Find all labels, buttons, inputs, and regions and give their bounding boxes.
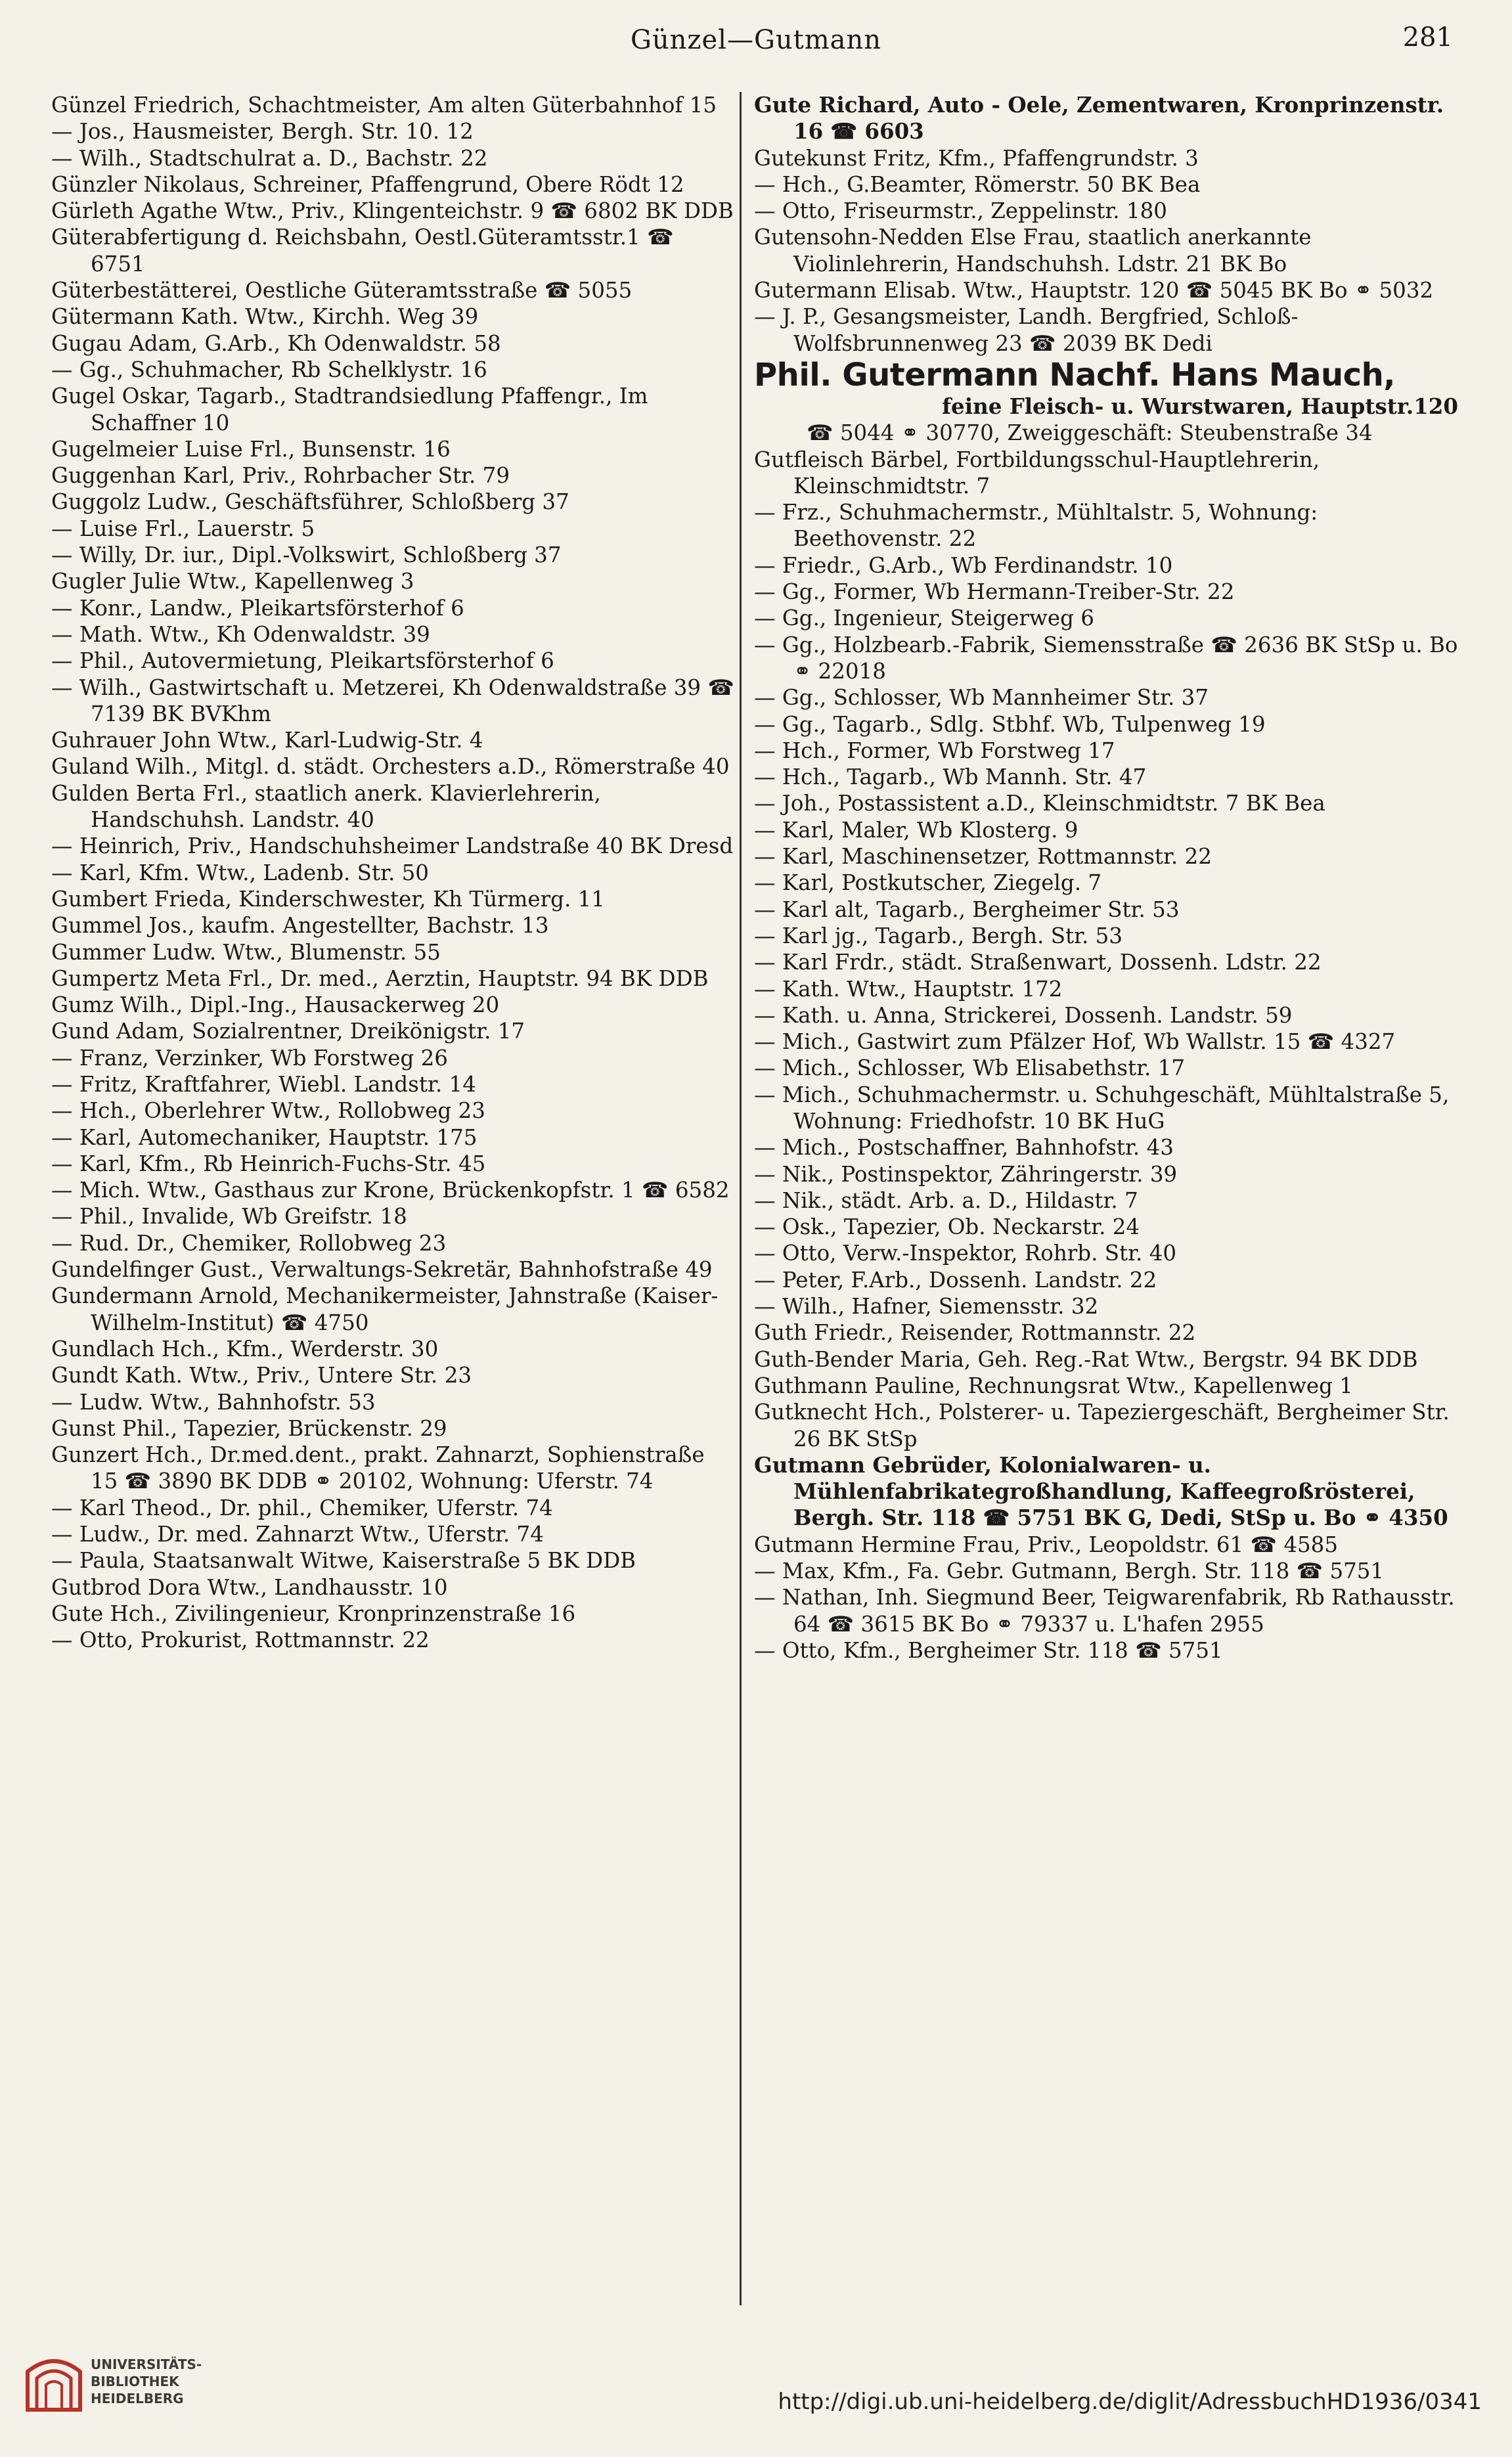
left-column xyxy=(51,92,734,1654)
directory-entry: Gutfleisch Bärbel, Fortbildungsschul-Hauptlehrerin, Kleinschmidtstr. 7 xyxy=(754,447,1320,498)
directory-entry: — Karl, Maler, Wb Klosterg. 9 xyxy=(754,817,1078,843)
directory-entry: Gunst Phil., Tapezier, Brückenstr. 29 xyxy=(51,1415,447,1441)
directory-entry: — Wilh., Gastwirtschaft u. Metzerei, Kh Odenwaldstraße 39 ☎ 7139 BK BVKhm xyxy=(51,675,734,726)
directory-entry: — Hch., Former, Wb Forstweg 17 xyxy=(754,738,1115,763)
directory-entry: — Karl Frdr., städt. Straßenwart, Dossenh. Ldstr. 22 xyxy=(754,950,1322,975)
directory-entry: — Joh., Postassistent a.D., Kleinschmidtstr. 7 BK Bea xyxy=(754,791,1325,816)
directory-entry: — Wilh., Hafner, Siemensstr. 32 xyxy=(754,1294,1099,1319)
right-column-entries-2 xyxy=(754,447,1458,1452)
directory-entry: — Heinrich, Priv., Handschuhsheimer Landstraße 40 BK Dresd xyxy=(51,833,734,859)
directory-entry: — Max, Kfm., Fa. Gebr. Gutmann, Bergh. Str. 118 ☎ 5751 xyxy=(754,1559,1385,1584)
directory-entry: — Franz, Verzinker, Wb Forstweg 26 xyxy=(51,1045,448,1071)
directory-entry: — Friedr., G.Arb., Wb Ferdinandstr. 10 xyxy=(754,552,1173,578)
directory-entry: — Mich. Wtw., Gasthaus zur Krone, Brückenkopfstr. 1 ☎ 6582 xyxy=(51,1178,730,1203)
directory-entry: — Konr., Landw., Pleikartsförsterhof 6 xyxy=(51,595,464,621)
directory-entry: Gundelfinger Gust., Verwaltungs-Sekretär, Bahnhofstraße 49 xyxy=(51,1257,713,1283)
directory-entry: — Gg., Schuhmacher, Rb Schelklystr. 16 xyxy=(51,357,487,382)
directory-entry: — Frz., Schuhmachermstr., Mühltalstr. 5, Wohnung: Beethovenstr. 22 xyxy=(754,500,1318,552)
directory-entry: — Phil., Autovermietung, Pleikartsförsterhof 6 xyxy=(51,648,554,674)
directory-entry: Gundt Kath. Wtw., Priv., Untere Str. 23 xyxy=(51,1363,472,1388)
directory-entry: Günzler Nikolaus, Schreiner, Pfaffengrund, Obere Rödt 12 xyxy=(51,171,684,197)
directory-entry: Guland Wilh., Mitgl. d. städt. Orchesters a.D., Römerstraße 40 xyxy=(51,754,730,780)
directory-entry: — Otto, Kfm., Bergheimer Str. 118 ☎ 5751 xyxy=(754,1637,1223,1663)
directory-entry: — Gg., Tagarb., Sdlg. Stbhf. Wb, Tulpenweg 19 xyxy=(754,711,1266,737)
directory-entry: Gugel Oskar, Tagarb., Stadtrandsiedlung Pfaffengr., Im Schaffner 10 xyxy=(51,384,648,435)
directory-entry: Gundlach Hch., Kfm., Werderstr. 30 xyxy=(51,1336,439,1361)
column-divider xyxy=(740,92,742,2305)
directory-entry: — Gg., Ingenieur, Steigerweg 6 xyxy=(754,606,1094,631)
directory-entry: — Kath. u. Anna, Strickerei, Dossenh. Landstr. 59 xyxy=(754,1002,1293,1028)
directory-entry: — Math. Wtw., Kh Odenwaldstr. 39 xyxy=(51,621,430,647)
directory-entry: — Otto, Prokurist, Rottmannstr. 22 xyxy=(51,1627,430,1653)
directory-entry: Gundermann Arnold, Mechanikermeister, Jahnstraße (Kaiser-Wilhelm-Institut) ☎ 4750 xyxy=(51,1283,719,1335)
directory-entry: Günzel Friedrich, Schachtmeister, Am alten Güterbahnhof 15 xyxy=(51,93,717,118)
logo-line-3: HEIDELBERG xyxy=(91,2391,184,2406)
directory-entry: — Karl, Kfm., Rb Heinrich-Fuchs-Str. 45 xyxy=(51,1151,486,1176)
directory-entry: Gutknecht Hch., Polsterer- u. Tapeziergeschäft, Bergheimer Str. 26 BK StSp xyxy=(754,1400,1450,1451)
directory-entry: — Karl, Kfm. Wtw., Ladenb. Str. 50 xyxy=(51,860,429,885)
directory-entry: Gute Richard, Auto - Oele, Zementwaren, Kronprinzenstr. 16 ☎ 6603 xyxy=(754,92,1444,144)
directory-entry: Gütermann Kath. Wtw., Kirchh. Weg 39 xyxy=(51,304,479,330)
directory-entry: Guggenhan Karl, Priv., Rohrbacher Str. 79 xyxy=(51,463,510,489)
directory-entry: Guhrauer John Wtw., Karl-Ludwig-Str. 4 xyxy=(51,728,483,753)
logo-line-1: UNIVERSITÄTS- xyxy=(91,2357,202,2372)
directory-entry: Gunzert Hch., Dr.med.dent., prakt. Zahnarzt, Sophienstraße 15 ☎ 3890 BK DDB ⚭ 20102, Wohnung: Uferstr. 74 xyxy=(51,1442,705,1494)
directory-entry: Gutermann Elisab. Wtw., Hauptstr. 120 ☎ 5045 BK Bo ⚭ 5032 xyxy=(754,278,1434,303)
directory-entry: — Gg., Holzbearb.-Fabrik, Siemensstraße ☎ 2636 BK StSp u. Bo ⚭ 22018 xyxy=(754,632,1458,684)
directory-entry: Güterbestätterei, Oestliche Güteramtsstraße ☎ 5055 xyxy=(51,278,633,303)
directory-entry: — Karl Theod., Dr. phil., Chemiker, Uferstr. 74 xyxy=(51,1495,553,1520)
directory-entry: — Karl, Automechaniker, Hauptstr. 175 xyxy=(51,1124,478,1150)
source-url[interactable]: http://digi.ub.uni-heidelberg.de/diglit/AdressbuchHD1936/0341 xyxy=(778,2389,1482,2415)
directory-entry: Guth-Bender Maria, Geh. Reg.-Rat Wtw., Bergstr. 94 BK DDB xyxy=(754,1346,1418,1372)
directory-entry: — Peter, F.Arb., Dossenh. Landstr. 22 xyxy=(754,1267,1157,1293)
page-number: 281 xyxy=(1402,22,1453,53)
advert-contact: ☎ 5044 ⚭ 30770, Zweiggeschäft: Steubenstraße 34 xyxy=(807,420,1373,446)
directory-entry: — Wilh., Stadtschulrat a. D., Bachstr. 22 xyxy=(51,145,488,171)
directory-entry: — Nik., städt. Arb. a. D., Hildastr. 7 xyxy=(754,1187,1138,1213)
directory-entry: — Kath. Wtw., Hauptstr. 172 xyxy=(754,976,1063,1002)
directory-entry: — Hch., Tagarb., Wb Mannh. Str. 47 xyxy=(754,764,1147,790)
directory-entry: Guggolz Ludw., Geschäftsführer, Schloßberg 37 xyxy=(51,489,569,515)
directory-entry: — J. P., Gesangsmeister, Landh. Bergfried, Schloß-Wolfsbrunnenweg 23 ☎ 2039 BK Dedi xyxy=(754,304,1299,356)
directory-entry: Gumbert Frieda, Kinderschwester, Kh Türmerg. 11 xyxy=(51,886,605,912)
directory-entry: — Otto, Friseurmstr., Zeppelinstr. 180 xyxy=(754,198,1167,224)
directory-entry: Gutekunst Fritz, Kfm., Pfaffengrundstr. 3 xyxy=(754,145,1199,171)
page-header-title: Günzel—Gutmann xyxy=(630,25,882,55)
directory-entry: Gutbrod Dora Wtw., Landhausstr. 10 xyxy=(51,1574,448,1600)
directory-entry: — Karl jg., Tagarb., Bergh. Str. 53 xyxy=(754,923,1123,948)
directory-entry: Gumz Wilh., Dipl.-Ing., Hausackerweg 20 xyxy=(51,992,500,1018)
directory-entry: — Paula, Staatsanwalt Witwe, Kaiserstraße 5 BK DDB xyxy=(51,1548,636,1574)
directory-entry: Guthmann Pauline, Rechnungsrat Wtw., Kapellenweg 1 xyxy=(754,1373,1353,1398)
directory-entry: Gutensohn-Nedden Else Frau, staatlich anerkannte Violinlehrerin, Handschuhsh. Ldstr. 21 BK Bo xyxy=(754,225,1312,277)
advert-name: Phil. Gutermann Nachf. Hans Mauch, xyxy=(754,356,1395,393)
directory-entry: Guth Friedr., Reisender, Rottmannstr. 22 xyxy=(754,1320,1196,1346)
directory-entry: Gund Adam, Sozialrentner, Dreikönigstr. 17 xyxy=(51,1019,525,1044)
directory-entry: Gumpertz Meta Frl., Dr. med., Aerztin, Hauptstr. 94 BK DDB xyxy=(51,965,709,991)
directory-entry: — Jos., Hausmeister, Bergh. Str. 10. 12 xyxy=(51,119,474,144)
directory-entry: — Karl, Maschinensetzer, Rottmannstr. 22 xyxy=(754,844,1212,870)
logo-line-2: BIBLIOTHEK xyxy=(91,2374,179,2389)
library-seal-icon xyxy=(22,2352,85,2415)
directory-entry: Gugler Julie Wtw., Kapellenweg 3 xyxy=(51,569,414,594)
right-column xyxy=(754,92,1458,1664)
directory-entry: — Karl, Postkutscher, Ziegelg. 7 xyxy=(754,870,1102,896)
library-logo xyxy=(22,2348,233,2420)
directory-entry: Güterabfertigung d. Reichsbahn, Oestl.Güteramtsstr.1 ☎ 6751 xyxy=(51,225,674,277)
directory-entry: — Fritz, Kraftfahrer, Wiebl. Landstr. 14 xyxy=(51,1071,476,1097)
directory-entry: Gugelmeier Luise Frl., Bunsenstr. 16 xyxy=(51,436,451,462)
directory-entry: — Ludw. Wtw., Bahnhofstr. 53 xyxy=(51,1389,376,1415)
directory-entry: — Phil., Invalide, Wb Greifstr. 18 xyxy=(51,1204,407,1229)
directory-entry: — Nik., Postinspektor, Zähringerstr. 39 xyxy=(754,1161,1178,1187)
directory-entry: — Osk., Tapezier, Ob. Neckarstr. 24 xyxy=(754,1214,1140,1240)
directory-entry: — Ludw., Dr. med. Zahnarzt Wtw., Uferstr. 74 xyxy=(51,1522,544,1547)
directory-entry: — Rud. Dr., Chemiker, Rollobweg 23 xyxy=(51,1230,447,1256)
advert-line: feine Fleisch- u. Wurstwaren, Hauptstr.120 xyxy=(942,393,1458,419)
directory-entry: — Mich., Gastwirt zum Pfälzer Hof, Wb Wallstr. 15 ☎ 4327 xyxy=(754,1029,1396,1055)
directory-entry: — Luise Frl., Lauerstr. 5 xyxy=(51,516,315,541)
right-column-entries xyxy=(754,92,1458,357)
directory-entry: — Gg., Schlosser, Wb Mannheimer Str. 37 xyxy=(754,685,1209,711)
directory-entry: Gummel Jos., kaufm. Angestellter, Bachstr. 13 xyxy=(51,913,549,939)
directory-entry: Gummer Ludw. Wtw., Blumenstr. 55 xyxy=(51,939,441,965)
directory-entry: — Hch., G.Beamter, Römerstr. 50 BK Bea xyxy=(754,171,1201,197)
directory-entry: — Karl alt, Tagarb., Bergheimer Str. 53 xyxy=(754,896,1180,922)
directory-entry: Gutmann Hermine Frau, Priv., Leopoldstr. 61 ☎ 4585 xyxy=(754,1532,1339,1557)
directory-entry: — Willy, Dr. iur., Dipl.-Volkswirt, Schloßberg 37 xyxy=(51,542,562,568)
directory-entry: — Hch., Oberlehrer Wtw., Rollobweg 23 xyxy=(51,1098,485,1124)
directory-entry: Gute Hch., Zivilingenieur, Kronprinzenstraße 16 xyxy=(51,1601,576,1626)
directory-entry: — Mich., Postschaffner, Bahnhofstr. 43 xyxy=(754,1135,1174,1161)
directory-entry: — Gg., Former, Wb Hermann-Treiber-Str. 22 xyxy=(754,579,1235,605)
directory-entry: — Mich., Schuhmachermstr. u. Schuhgeschäft, Mühltalstraße 5, Wohnung: Friedhofstr. 10 BK HuG xyxy=(754,1082,1450,1134)
directory-entry: Gulden Berta Frl., staatlich anerk. Klavierlehrerin, Handschuhsh. Landstr. 40 xyxy=(51,780,601,833)
bold-entry-gutmann-gebrueder: Gutmann Gebrüder, Kolonialwaren- u. Mühlenfabrikategroßhandlung, Kaffeegroßrösterei, Bergh. Str. 118 ☎ 5751 BK G, Dedi, StSp u. Bo ⚭ 4350 xyxy=(754,1451,1448,1531)
directory-entry: — Otto, Verw.-Inspektor, Rohrb. Str. 40 xyxy=(754,1241,1177,1266)
directory-entry: Gugau Adam, G.Arb., Kh Odenwaldstr. 58 xyxy=(51,330,501,356)
directory-entry: — Mich., Schlosser, Wb Elisabethstr. 17 xyxy=(754,1055,1186,1081)
right-column-entries-3 xyxy=(754,1532,1458,1664)
directory-entry: — Nathan, Inh. Siegmund Beer, Teigwarenfabrik, Rb Rathausstr. 64 ☎ 3615 BK Bo ⚭ 79337 u. L'hafen 2955 xyxy=(754,1585,1455,1637)
directory-entry: Gürleth Agathe Wtw., Priv., Klingenteichstr. 9 ☎ 6802 BK DDB xyxy=(51,198,734,224)
